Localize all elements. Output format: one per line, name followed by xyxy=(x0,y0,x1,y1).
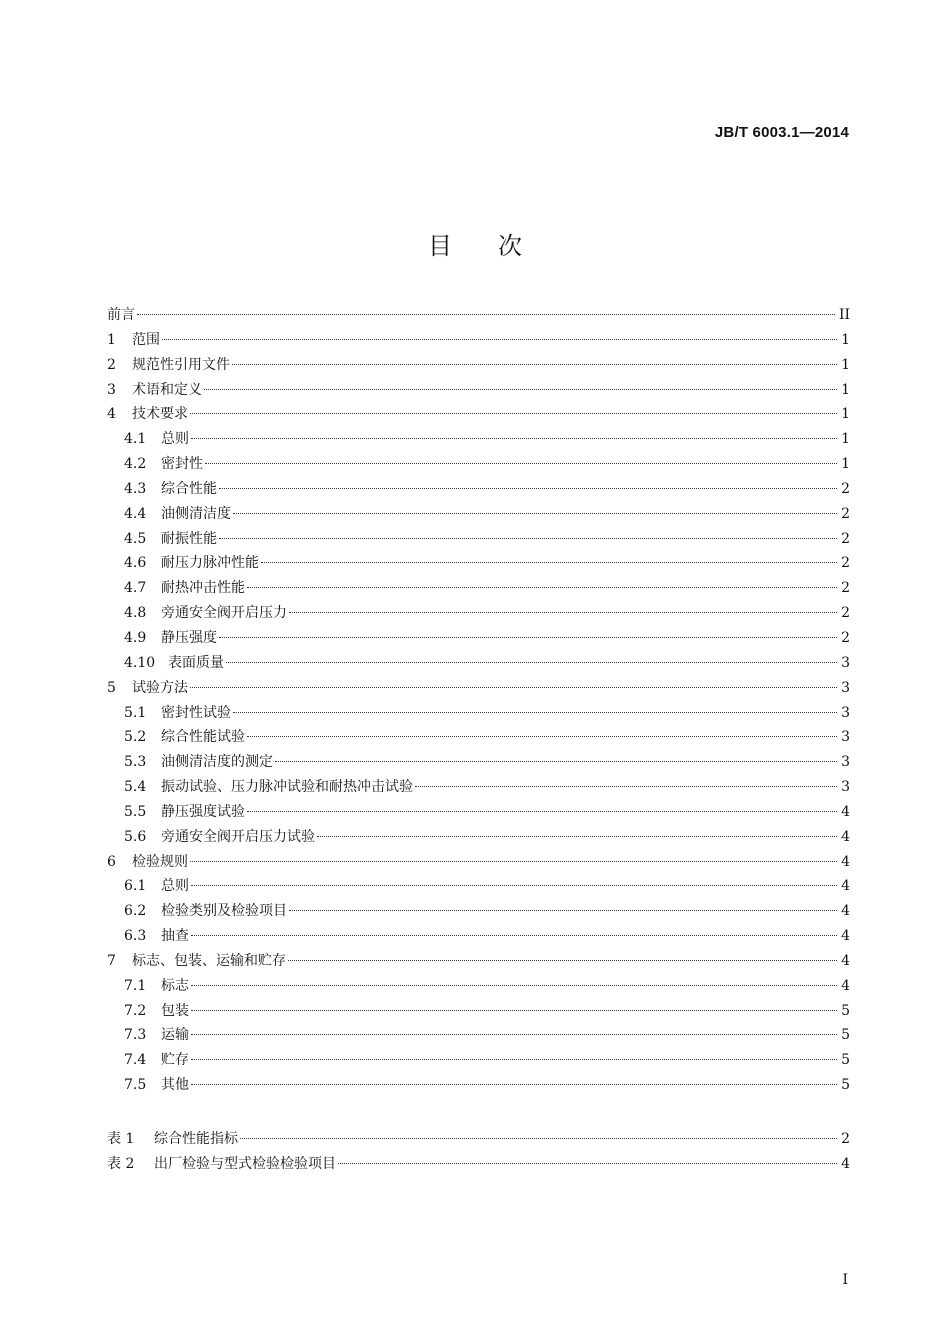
toc-entry[interactable] xyxy=(107,725,850,750)
toc-entry-label: 术语和定义 xyxy=(132,381,202,398)
dot-leader xyxy=(261,562,837,563)
toc-entry-label: 振动试验、压力脉冲试验和耐热冲击试验 xyxy=(161,779,413,796)
dot-leader xyxy=(247,587,837,588)
toc-entry-label: 旁通安全阀开启压力 xyxy=(161,605,287,622)
toc-entry-label: 静压强度试验 xyxy=(161,803,245,820)
dot-leader xyxy=(191,935,837,936)
toc-entry-label: 抽查 xyxy=(161,928,189,945)
toc-entry-label: 技术要求 xyxy=(132,406,188,423)
toc-entry-label: 旁通安全阀开启压力试验 xyxy=(161,828,315,845)
toc-entry-page: 2 xyxy=(841,605,850,622)
toc-entry-page: 1 xyxy=(841,431,850,448)
toc-entry-label: 规范性引用文件 xyxy=(132,356,230,373)
toc-entry-number: 4.8 xyxy=(124,605,147,622)
standard-code: JB/T 6003.1—2014 xyxy=(714,124,849,141)
dot-leader xyxy=(137,314,835,315)
toc-entry[interactable] xyxy=(107,551,850,576)
toc-entry-page: 4 xyxy=(841,853,850,870)
toc-entry[interactable] xyxy=(107,924,850,949)
toc-entry[interactable] xyxy=(107,825,850,850)
toc-entry[interactable] xyxy=(107,676,850,701)
toc-entry-page: 5 xyxy=(841,1027,850,1044)
dot-leader xyxy=(191,985,837,986)
toc-entry-label: 综合性能 xyxy=(161,480,217,497)
dot-leader xyxy=(240,1138,837,1139)
toc-entry-page: 4 xyxy=(841,803,850,820)
toc-entry[interactable] xyxy=(107,800,850,825)
toc-entry-number: 4.6 xyxy=(124,555,147,572)
dot-leader xyxy=(289,612,837,613)
page-number: I xyxy=(842,1272,848,1288)
toc-entry[interactable] xyxy=(107,899,850,924)
toc-entry-label: 范围 xyxy=(132,331,160,348)
toc-entry-label: 密封性 xyxy=(161,456,203,473)
toc-entry[interactable] xyxy=(107,402,850,427)
toc-entry[interactable] xyxy=(107,601,850,626)
dot-leader xyxy=(191,885,837,886)
dot-leader xyxy=(190,861,837,862)
toc-entry-page: 4 xyxy=(841,903,850,920)
toc-entry-number: 4.1 xyxy=(124,431,147,448)
toc-entry-page: 2 xyxy=(841,505,850,522)
dot-leader xyxy=(204,389,837,390)
toc-entry[interactable] xyxy=(107,1048,850,1073)
toc-entry-label: 前言 xyxy=(107,307,135,323)
toc-entry-page: 4 xyxy=(841,1155,850,1172)
dot-leader xyxy=(219,538,837,539)
toc-entry[interactable] xyxy=(107,850,850,875)
toc-entry-number: 2 xyxy=(107,356,116,373)
toc-entry-page: 3 xyxy=(841,779,850,796)
toc-entry[interactable] xyxy=(107,775,850,800)
toc-entry-number: 1 xyxy=(107,331,116,348)
toc-entry-number: 7 xyxy=(107,952,116,969)
toc-entry-page: 5 xyxy=(841,1052,850,1069)
dot-leader xyxy=(288,960,837,961)
dot-leader xyxy=(191,1010,837,1011)
toc-entry-number: 6.1 xyxy=(124,878,147,895)
toc-entry-page: 4 xyxy=(841,952,850,969)
toc-entry-label: 综合性能试验 xyxy=(161,729,245,746)
toc-entry-page: 3 xyxy=(841,729,850,746)
toc-entry[interactable] xyxy=(107,1073,850,1098)
toc-entry-page: 1 xyxy=(841,381,850,398)
toc-entry-page: 2 xyxy=(841,555,850,572)
toc-entry[interactable] xyxy=(107,1127,850,1152)
toc-entry-number: 7.2 xyxy=(124,1002,147,1019)
toc-entry-number: 5.4 xyxy=(124,779,147,796)
toc-entry-label: 其他 xyxy=(161,1077,189,1094)
toc-entry[interactable] xyxy=(107,1023,850,1048)
toc-entry[interactable] xyxy=(107,576,850,601)
toc-entry-number: 4 xyxy=(107,406,116,423)
table-list xyxy=(107,1127,850,1177)
toc-entry-page: 3 xyxy=(841,754,850,771)
dot-leader xyxy=(415,786,837,787)
toc-entry-number: 4.2 xyxy=(124,456,147,473)
dot-leader xyxy=(219,488,837,489)
toc-entry-number: 6.3 xyxy=(124,928,147,945)
toc-entry[interactable] xyxy=(107,949,850,974)
dot-leader xyxy=(233,712,837,713)
toc-entry-number: 6.2 xyxy=(124,903,147,920)
toc-entry[interactable] xyxy=(107,626,850,651)
toc-entry[interactable] xyxy=(107,527,850,552)
toc-entry-page: 1 xyxy=(841,356,850,373)
toc-entry-number: 5.5 xyxy=(124,803,147,820)
toc-entry[interactable] xyxy=(107,750,850,775)
dot-leader xyxy=(191,1034,837,1035)
page-title: 目次 xyxy=(428,232,568,260)
toc-entry-label: 包装 xyxy=(161,1002,189,1019)
dot-leader xyxy=(191,1059,837,1060)
toc-entry-number: 7.3 xyxy=(124,1027,147,1044)
toc-entry[interactable] xyxy=(107,303,850,328)
toc-entry-label: 运输 xyxy=(161,1027,189,1044)
toc-entry-number: 表 2 xyxy=(107,1155,135,1172)
toc-entry[interactable] xyxy=(107,701,850,726)
toc-entry[interactable] xyxy=(107,353,850,378)
toc-entry-page: 3 xyxy=(841,654,850,671)
toc-entry-number: 5.3 xyxy=(124,754,147,771)
toc-entry-page: 5 xyxy=(841,1077,850,1094)
toc-entry[interactable] xyxy=(107,974,850,999)
toc-entry-label: 油侧清洁度的测定 xyxy=(161,754,273,771)
toc-entry-label: 标志、包装、运输和贮存 xyxy=(132,952,286,969)
toc-entry-page: 1 xyxy=(841,406,850,423)
dot-leader xyxy=(162,339,837,340)
toc-entry-number: 7.1 xyxy=(124,977,147,994)
toc-entry-page: II xyxy=(838,307,850,323)
toc-entry[interactable] xyxy=(107,1152,850,1177)
toc-entry-label: 标志 xyxy=(161,977,189,994)
toc-entry[interactable] xyxy=(107,452,850,477)
dot-leader xyxy=(191,438,837,439)
toc-entry[interactable] xyxy=(107,651,850,676)
dot-leader xyxy=(338,1163,837,1164)
dot-leader xyxy=(289,910,837,911)
toc-entry-page: 2 xyxy=(841,580,850,597)
toc-entry[interactable] xyxy=(107,999,850,1024)
toc-entry-page: 5 xyxy=(841,1002,850,1019)
toc-entry-label: 耐压力脉冲性能 xyxy=(161,555,259,572)
dot-leader xyxy=(232,364,837,365)
toc-entry-label: 油侧清洁度 xyxy=(161,505,231,522)
toc-entry-number: 4.9 xyxy=(124,629,147,646)
toc-entry-number: 5.1 xyxy=(124,704,147,721)
dot-leader xyxy=(233,513,837,514)
toc-entry-label: 贮存 xyxy=(161,1052,189,1069)
toc-entry-number: 4.10 xyxy=(124,654,156,671)
toc-entry-page: 1 xyxy=(841,456,850,473)
toc-entry[interactable] xyxy=(107,328,850,353)
toc-entry-label: 密封性试验 xyxy=(161,704,231,721)
toc-entry-number: 表 1 xyxy=(107,1131,135,1147)
toc-entry-page: 3 xyxy=(841,679,850,696)
toc-entry-page: 2 xyxy=(841,1131,850,1147)
dot-leader xyxy=(247,811,837,812)
toc-entry-page: 4 xyxy=(841,977,850,994)
toc-entry[interactable] xyxy=(107,477,850,502)
toc-entry-number: 7.4 xyxy=(124,1052,147,1069)
toc-entry[interactable] xyxy=(107,427,850,452)
dot-leader xyxy=(275,761,837,762)
toc-entry-page: 3 xyxy=(841,704,850,721)
toc-entry-label: 耐热冲击性能 xyxy=(161,580,245,597)
toc-entry-page: 4 xyxy=(841,828,850,845)
toc-entry-label: 检验类别及检验项目 xyxy=(161,903,287,920)
toc-entry-number: 6 xyxy=(107,853,116,870)
toc-entry-number: 5.6 xyxy=(124,828,147,845)
dot-leader xyxy=(190,687,837,688)
toc-entry[interactable] xyxy=(107,378,850,403)
toc-entry-label: 试验方法 xyxy=(132,679,188,696)
dot-leader xyxy=(219,637,837,638)
toc-entry-label: 耐振性能 xyxy=(161,530,217,547)
toc-entry-label: 综合性能指标 xyxy=(154,1131,238,1147)
dot-leader xyxy=(317,836,837,837)
toc-entry[interactable] xyxy=(107,874,850,899)
toc-entry-label: 表面质量 xyxy=(168,654,224,671)
toc-entry-number: 3 xyxy=(107,381,116,398)
table-of-contents xyxy=(107,303,850,1098)
toc-entry-page: 1 xyxy=(841,331,850,348)
toc-entry-number: 7.5 xyxy=(124,1077,147,1094)
toc-entry-page: 2 xyxy=(841,629,850,646)
toc-entry-label: 总则 xyxy=(161,878,189,895)
dot-leader xyxy=(191,1084,837,1085)
toc-entry-page: 4 xyxy=(841,878,850,895)
toc-entry-number: 5.2 xyxy=(124,729,147,746)
toc-entry-page: 4 xyxy=(841,928,850,945)
toc-entry-label: 静压强度 xyxy=(161,629,217,646)
toc-entry-number: 4.3 xyxy=(124,480,147,497)
dot-leader xyxy=(190,413,837,414)
dot-leader xyxy=(226,662,837,663)
dot-leader xyxy=(247,736,837,737)
toc-entry-page: 2 xyxy=(841,480,850,497)
toc-entry-page: 2 xyxy=(841,530,850,547)
dot-leader xyxy=(205,463,837,464)
toc-entry-label: 检验规则 xyxy=(132,853,188,870)
toc-entry-label: 总则 xyxy=(161,431,189,448)
toc-entry-number: 4.7 xyxy=(124,580,147,597)
toc-entry-number: 5 xyxy=(107,679,116,696)
toc-entry-number: 4.5 xyxy=(124,530,147,547)
toc-entry-number: 4.4 xyxy=(124,505,147,522)
toc-entry[interactable] xyxy=(107,502,850,527)
toc-entry-label: 出厂检验与型式检验检验项目 xyxy=(154,1155,336,1172)
